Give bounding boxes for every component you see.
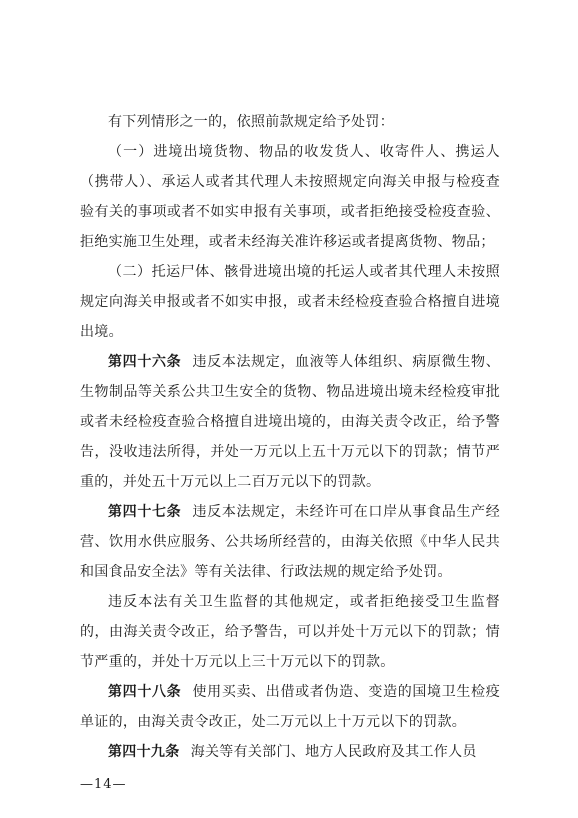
paragraph [80,497,500,587]
paragraph [80,347,500,497]
paragraph [80,587,500,677]
paragraph [80,107,500,137]
paragraph-text: 违反本法规定，血液等人体组织、病原微生物、生物制品等关系公共卫生安全的货物、物品进境出境未经检疫审批或者未经检疫查验合格擅自进境出境的，由海关责令改正，给予警告，没收违法所得，并处一万元以上五十万元以下的罚款；情节严重的，并处五十万元以上二百万元以下的罚款。 [80,354,500,490]
article-title: 第四十九条 [108,744,180,760]
paragraph-text: 违反本法有关卫生监督的其他规定，或者拒绝接受卫生监督的，由海关责令改正，给予警告，可以并处十万元以下的罚款；情节严重的，并处十万元以上三十万元以下的罚款。 [80,594,500,670]
paragraph-text: 海关等有关部门、地方人民政府及其工作人员 [190,744,477,760]
paragraph [80,257,500,347]
article-title: 第四十八条 [108,684,182,700]
paragraph [80,737,500,767]
article-title: 第四十六条 [108,354,182,370]
article-title: 第四十七条 [108,504,182,520]
page-number: —14— [80,777,127,792]
paragraph [80,677,500,737]
paragraph-text: 使用买卖、出借或者伪造、变造的国境卫生检疫单证的，由海关责令改正，处二万元以上十万元以下的罚款。 [80,684,500,730]
paragraph [80,137,500,257]
document-body [80,107,500,767]
paragraph-text: （一）进境出境货物、物品的收发货人、收寄件人、携运人（携带人）、承运人或者其代理人未按照规定向海关申报与检疫查验有关的事项或者不如实申报有关事项，或者拒绝接受检疫查验、拒绝实施卫生处理，或者未经海关准许移运或者提离货物、物品； [80,144,500,250]
paragraph-text: 违反本法规定，未经许可在口岸从事食品生产经营、饮用水供应服务、公共场所经营的，由海关依照《中华人民共和国食品安全法》等有关法律、行政法规的规定给予处罚。 [80,504,500,580]
paragraph-text: 有下列情形之一的，依照前款规定给予处罚： [108,114,394,130]
paragraph-text: （二）托运尸体、骸骨进境出境的托运人或者其代理人未按照规定向海关申报或者不如实申报，或者未经检疫查验合格擅自进境出境。 [80,264,500,340]
